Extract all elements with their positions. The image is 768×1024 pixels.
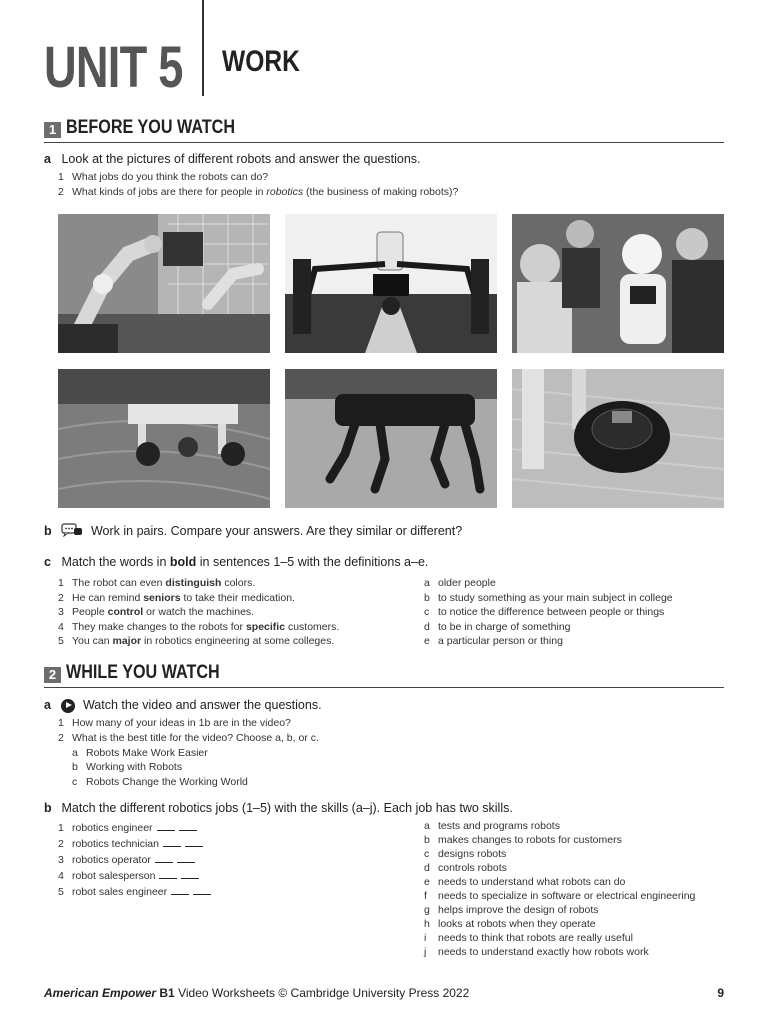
option-letter: b [72,761,78,773]
section-title: BEFORE YOU WATCH [66,117,235,138]
section-2-header [44,662,724,688]
option-item [72,761,182,773]
footer-title: American Empower [44,986,157,1000]
item-text: robotics operator [72,854,151,866]
question-text: Match the words in [61,555,170,569]
list-item [58,171,268,183]
item-number: 4 [58,620,64,633]
list-item [58,717,291,729]
photo-farm-robot [58,369,270,508]
item-text: needs to understand what robots can do [438,876,626,888]
definition-item [424,592,673,604]
answer-blank[interactable] [171,886,189,895]
skill-item [424,862,507,874]
option-item [72,747,208,759]
item-letter: e [424,876,430,888]
item-text: looks at robots when they operate [438,918,596,930]
item-letter: c [424,848,430,860]
skill-item [424,918,596,930]
sentence-item [58,606,254,618]
sentence-item [58,577,255,589]
photo-drone [285,214,497,353]
footer-text: Video Worksheets © Cambridge University Press 2022 [178,986,470,1000]
item-letter: c [424,606,430,619]
footer-credit [44,986,469,1000]
item-text: He can remind [72,591,144,604]
skill-item [424,848,506,860]
job-item [58,822,197,834]
header-divider [202,0,204,96]
section-title: WHILE YOU WATCH [66,662,220,683]
list-item [58,186,458,198]
question-text: in sentences 1–5 with the definitions a–e. [196,555,429,569]
answer-blank[interactable] [185,838,203,847]
skill-item [424,904,599,916]
question-bold: bold [169,555,197,569]
item-letter: g [424,904,430,916]
item-bold-word: major [112,635,142,648]
item-letter: a [424,577,430,589]
definition-item [424,577,496,589]
item-text: needs to specialize in software or electrical engineering [438,890,696,902]
option-item [72,776,248,788]
item-text: needs to understand exactly how robots work [438,946,649,958]
item-text: to notice the difference between people or things [438,606,665,619]
question-letter: a [44,152,51,166]
item-text: a particular person or thing [438,635,563,648]
item-number: 5 [58,886,64,898]
item-text: tests and programs robots [438,820,560,832]
option-text: Robots Make Work Easier [86,747,208,759]
answer-blank[interactable] [177,854,195,863]
item-bold-word: seniors [143,591,181,604]
item-number: 4 [58,870,64,882]
photo-robot-dog [285,369,497,508]
item-text: or watch the machines. [143,606,255,619]
item-number: 5 [58,635,64,648]
skill-item [424,834,622,846]
section-number: 1 [44,122,61,138]
item-bold-word: specific [245,620,286,633]
item-letter: d [424,620,430,633]
question-letter: a [44,698,51,712]
item-text: colors. [221,577,256,589]
item-text: helps improve the design of robots [438,904,599,916]
item-text: What jobs do you think the robots can do? [72,171,269,183]
sentence-item [58,592,295,604]
item-text: robot sales engineer [72,886,168,898]
item-bold-word: distinguish [165,577,222,589]
answer-blank[interactable] [163,838,181,847]
job-item [58,870,199,882]
question-1c [44,555,428,569]
item-text: robotics engineer [72,822,153,834]
skill-item [424,946,649,958]
photo-humanoid-robot-with-seniors [512,214,724,353]
item-number: 1 [58,717,64,729]
item-letter: f [424,890,427,902]
item-letter: a [424,820,430,832]
item-text: What is the best title for the video? Choose a, b, or c. [72,732,319,744]
item-text: What kinds of jobs are there for people in [72,186,267,198]
item-text: to take their medication. [180,591,295,604]
item-text: You can [72,635,113,648]
item-letter: b [424,834,430,846]
item-letter: h [424,918,430,930]
item-number: 2 [58,838,64,850]
item-number: 3 [58,606,64,619]
question-1b [44,523,462,540]
item-text: How many of your ideas in 1b are in the video? [72,717,291,729]
page-number: 9 [717,986,724,1000]
option-text: Robots Change the Working World [86,776,248,788]
item-text: The robot can even [72,577,166,589]
item-letter: e [424,635,430,648]
item-text: People [72,606,108,619]
definition-item [424,635,563,647]
question-text: Work in pairs. Compare your answers. Are they similar or different? [90,523,463,538]
job-item [58,886,211,898]
item-text: older people [438,577,496,589]
question-1a [44,152,421,166]
unit-title: WORK [222,45,300,78]
item-text: needs to think that robots are really useful [438,932,633,944]
item-text: makes changes to robots for customers [438,834,622,846]
answer-blank[interactable] [193,886,211,895]
item-letter: d [424,862,430,874]
answer-blank[interactable] [179,822,197,831]
footer-level: B1 [159,986,175,1000]
item-number: 3 [58,854,64,866]
item-letter: b [424,591,430,604]
item-letter: i [424,932,427,944]
skill-item [424,890,695,902]
answer-blank[interactable] [181,870,199,879]
definition-item [424,606,664,618]
skill-item [424,932,633,944]
photo-robot-vacuum [512,369,724,508]
item-number: 2 [58,732,64,744]
item-number: 1 [58,822,64,834]
item-text: designs robots [438,848,507,860]
item-text: to be in charge of something [438,620,571,633]
photo-factory-robot-arms [58,214,270,353]
item-number: 2 [58,591,64,604]
item-text: They make changes to the robots for [72,620,246,633]
item-number: 2 [58,186,64,198]
question-letter: b [44,523,52,538]
item-number: 1 [58,171,64,183]
option-letter: a [72,747,78,759]
item-number: 1 [58,577,64,589]
question-text: Look at the pictures of different robots and answer the questions. [61,152,421,166]
item-text: robot salesperson [72,870,156,882]
section-1-header [44,117,724,143]
answer-blank[interactable] [155,854,173,863]
question-2b [44,801,513,815]
item-emphasis: robotics [266,186,304,198]
item-text: in robotics engineering at some colleges. [141,635,335,648]
item-text: controls robots [438,862,507,874]
option-text: Working with Robots [86,761,183,773]
pair-work-icon [61,523,83,540]
list-item [58,732,319,744]
skill-item [424,876,625,888]
item-text: robotics technician [72,838,159,850]
answer-blank[interactable] [157,822,175,831]
sentence-item [58,621,339,633]
question-letter: c [44,555,51,569]
sentence-item [58,635,334,647]
question-2a [44,698,322,713]
question-text: Match the different robotics jobs (1–5) with the skills (a–j). Each job has two skills. [61,801,513,815]
option-letter: c [72,776,78,788]
section-number: 2 [44,667,61,683]
unit-number: UNIT 5 [44,35,183,100]
question-letter: b [44,801,52,815]
answer-blank[interactable] [159,870,177,879]
job-item [58,854,195,866]
item-text: customers. [285,620,340,633]
question-text: Watch the video and answer the questions. [82,698,322,712]
definition-item [424,621,571,633]
item-text: (the business of making robots)? [303,186,459,198]
item-text: to study something as your main subject in college [438,591,673,604]
item-letter: j [424,946,427,958]
item-bold-word: control [107,606,144,619]
job-item [58,838,203,850]
play-icon [61,699,75,713]
skill-item [424,820,560,832]
